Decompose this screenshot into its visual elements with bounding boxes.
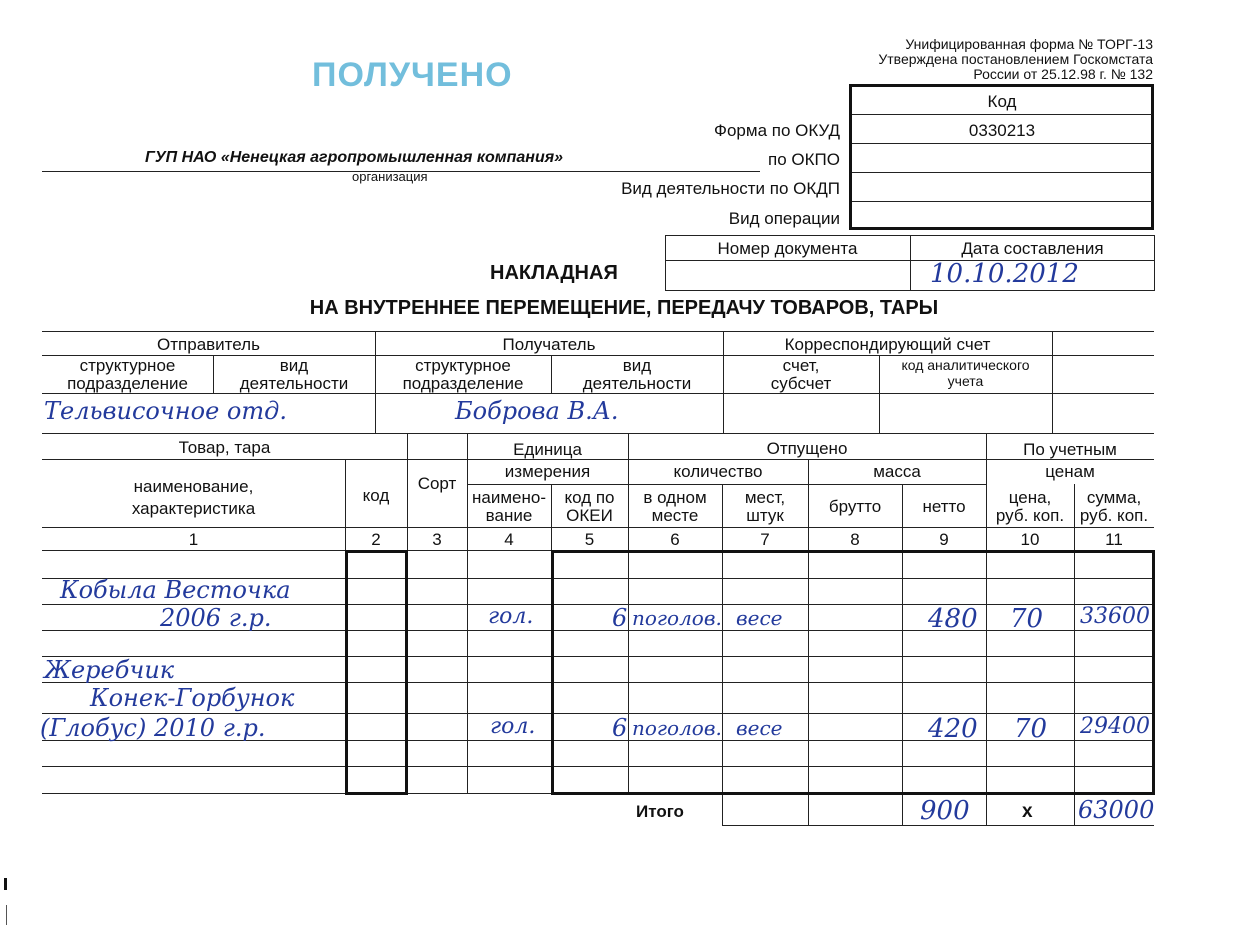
okud-label: Форма по ОКУД: [714, 121, 840, 140]
row1-per-place: поголов.: [632, 606, 722, 630]
row1-okei: 6: [612, 604, 628, 632]
row2-price: 70: [1014, 714, 1048, 744]
form-info: [878, 37, 1153, 82]
scan-mark: [6, 905, 7, 925]
row2-net: 420: [928, 714, 978, 744]
organization-caption: организация: [352, 169, 428, 184]
acc-prices-header: По учетным ценам: [1023, 440, 1117, 481]
col-number: 7: [760, 530, 770, 549]
scan-mark: [4, 878, 7, 890]
okud-value: 0330213: [968, 121, 1036, 140]
net-header: нетто: [922, 497, 966, 516]
col-number: 9: [939, 530, 949, 549]
row1-price: 70: [1010, 604, 1044, 634]
doc-date-label: Дата составления: [961, 239, 1104, 258]
doc-date-value: 10.10.2012: [930, 259, 1079, 289]
code-column-box: [345, 550, 408, 795]
subaccount: счет, субсчет: [770, 356, 832, 393]
row2-name-line3: (Глобус) 2010 г.р.: [40, 714, 266, 742]
form-info-line1: Унифицированная форма № ТОРГ-13: [905, 36, 1153, 52]
doc-title: НАКЛАДНАЯ: [490, 262, 618, 284]
row2-name-line1: Жеребчик: [44, 656, 175, 684]
row1-net: 480: [928, 604, 978, 634]
col-number: 4: [504, 530, 514, 549]
col-number: 5: [584, 530, 595, 549]
row2-name-line2: Конек-Горбунок: [90, 684, 295, 712]
form-info-line2: Утверждена постановлением Госкомстата: [878, 51, 1153, 67]
col-number: 8: [850, 530, 860, 549]
account-header: Корреспондирующий счет: [784, 335, 991, 354]
row1-places: весе: [736, 606, 783, 630]
total-x: x: [1022, 801, 1033, 822]
total-net: 900: [920, 796, 970, 826]
sort-header: Сорт: [417, 474, 457, 493]
row1-name-line1: Кобыла Весточка: [60, 576, 291, 604]
row2-per-place: поголов.: [632, 716, 722, 740]
receiver-struct-div: структурное подразделение: [402, 356, 524, 393]
col-number: 6: [670, 530, 680, 549]
col-number: 10: [1020, 530, 1040, 549]
doc-number-label: Номер документа: [717, 239, 858, 258]
okdp-label: Вид деятельности по ОКДП: [621, 179, 840, 198]
row2-okei: 6: [612, 714, 628, 742]
row1-name-line2: 2006 г.р.: [160, 604, 272, 632]
sender-activity: вид деятельности: [239, 356, 349, 393]
row2-unit: гол.: [490, 714, 536, 739]
form-info-line3: России от 25.12.98 г. № 132: [973, 66, 1153, 82]
places-header: мест, штук: [744, 488, 786, 525]
sender-struct-div: структурное подразделение: [67, 356, 188, 393]
receiver-value: Боброва В.А.: [455, 397, 619, 425]
analytic-code: код аналитического учета: [901, 357, 1030, 389]
total-sum: 63000: [1078, 796, 1155, 824]
released-header: Отпущено: [766, 439, 848, 458]
row1-unit: гол.: [488, 604, 534, 629]
goods-header: Товар, тара: [178, 438, 271, 457]
receiver-header: Получатель: [502, 335, 596, 354]
sum-header: сумма, руб. коп.: [1079, 488, 1149, 525]
quantity-header: количество: [673, 462, 763, 481]
okei-header: код по ОКЕИ: [564, 488, 615, 525]
price-header: цена, руб. коп.: [995, 488, 1065, 525]
unit-header: Единица измерения: [504, 440, 591, 481]
row1-sum: 33600: [1080, 604, 1150, 629]
sender-value: Тельвисочное отд.: [44, 397, 287, 425]
unit-name-header: наимено- вание: [472, 488, 546, 525]
col-number: 1: [188, 530, 199, 549]
sender-header: Отправитель: [157, 335, 260, 354]
received-stamp: ПОЛУЧЕНО: [312, 56, 513, 94]
row2-places: весе: [736, 716, 783, 740]
code-header: Код: [987, 92, 1017, 111]
values-box: [551, 550, 1155, 795]
per-place-header: в одном месте: [643, 488, 707, 525]
row2-sum: 29400: [1080, 714, 1150, 739]
okpo-label: по ОКПО: [768, 150, 840, 169]
receiver-activity: вид деятельности: [582, 356, 692, 393]
mass-header: масса: [873, 462, 921, 481]
col-number: 3: [432, 530, 442, 549]
total-label: Итого: [636, 802, 684, 821]
name-header: наименование, характеристика: [131, 477, 256, 518]
col-number: 2: [371, 530, 381, 549]
code-col-header: код: [362, 486, 390, 505]
operation-label: Вид операции: [728, 209, 840, 228]
col-number: 11: [1105, 530, 1123, 549]
organization-name: ГУП НАО «Ненецкая агропромышленная компания»: [145, 149, 564, 166]
doc-subtitle: НА ВНУТРЕННЕЕ ПЕРЕМЕЩЕНИЕ, ПЕРЕДАЧУ ТОВАРОВ, ТАРЫ: [309, 297, 939, 319]
gross-header: брутто: [828, 497, 882, 516]
